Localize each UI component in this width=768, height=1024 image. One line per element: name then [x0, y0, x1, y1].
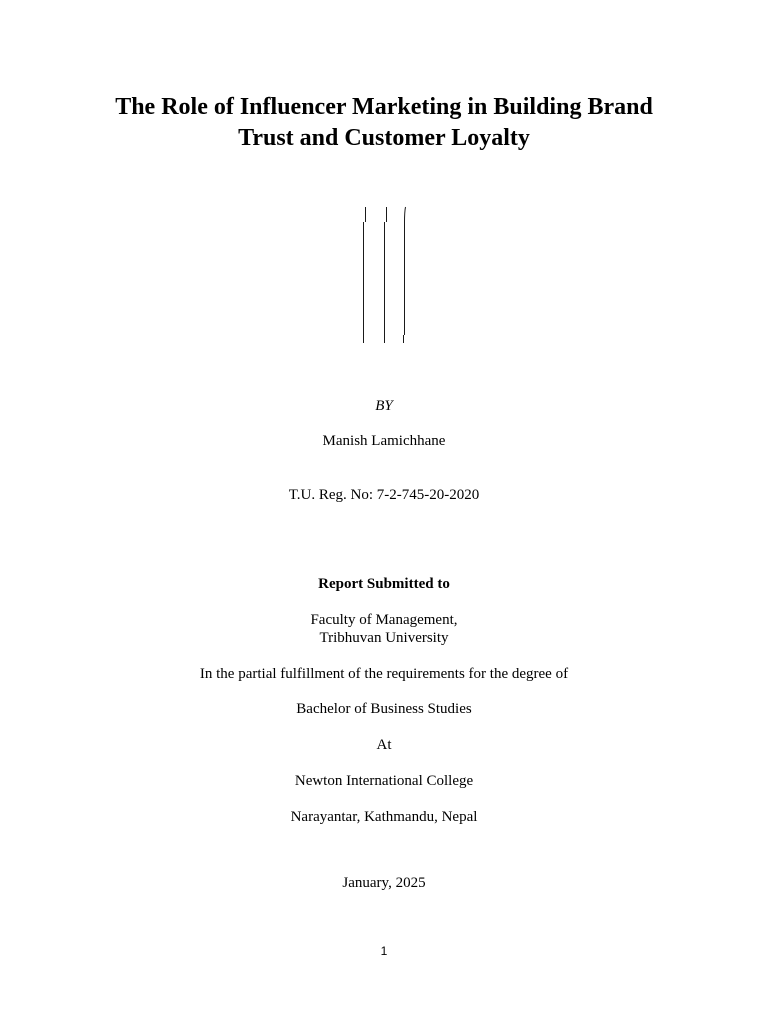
vertical-rule-1	[364, 207, 366, 343]
report-title	[0, 92, 768, 154]
registration-number: T.U. Reg. No: 7-2-745-20-2020	[288, 487, 480, 503]
college-name: Newton International College	[294, 773, 474, 789]
report-title-line-2: Trust and Customer Loyalty	[238, 125, 530, 151]
by-label: BY	[375, 398, 393, 414]
vertical-rule-3	[404, 207, 406, 343]
decorative-vertical-rules	[355, 200, 415, 350]
report-title-line-1: The Role of Influencer Marketing in Building Brand	[115, 94, 653, 120]
page-number: 1	[380, 944, 388, 958]
at-label: At	[376, 737, 392, 753]
faculty-name: Faculty of Management,	[310, 612, 458, 628]
degree-name: Bachelor of Business Studies	[296, 701, 472, 717]
fulfillment-statement: In the partial fulfillment of the requirements for the degree of	[199, 666, 569, 682]
submission-date: January, 2025	[342, 875, 426, 891]
university-name: Tribhuvan University	[319, 630, 449, 646]
vertical-rule-2	[385, 207, 387, 343]
author-name: Manish Lamichhane	[322, 433, 446, 449]
college-location: Narayantar, Kathmandu, Nepal	[290, 809, 478, 825]
submitted-heading: Report Submitted to	[318, 576, 450, 592]
